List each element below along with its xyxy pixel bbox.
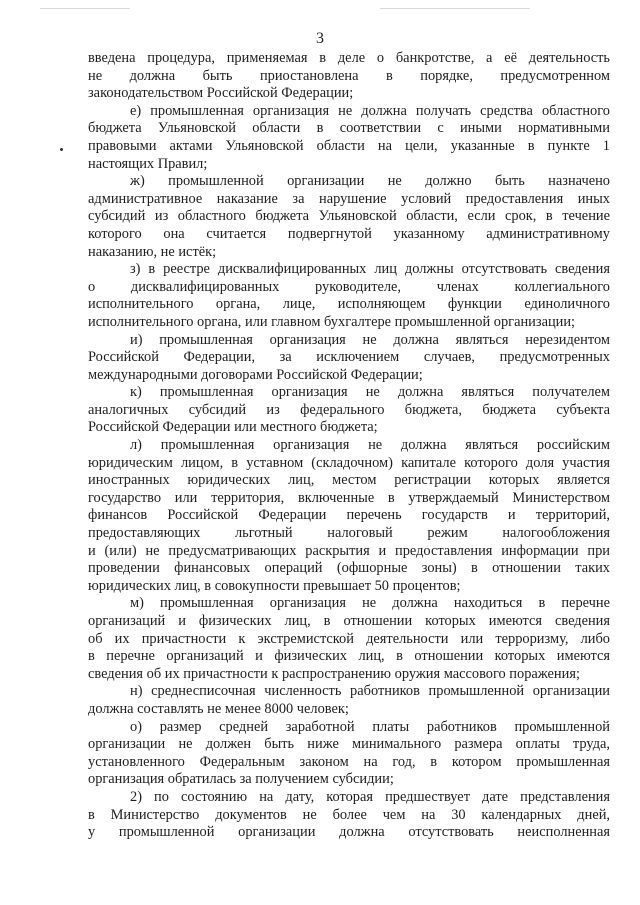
- text-line: в Министерство документов не более чем на 30 календарных дней,: [88, 806, 610, 823]
- text-line: у промышленной организации должна отсутствовать неисполненная: [88, 824, 610, 841]
- scan-speck: [60, 148, 63, 151]
- text-line: предоставляющих льготный налоговый режим налогообложения: [88, 525, 610, 542]
- text-line: н) среднесписочная численность работников промышленной организации: [130, 683, 610, 700]
- text-line: установленного Федеральным законом на год, в котором промышленная: [88, 753, 610, 770]
- text-line: административное наказание за нарушение условий предоставления иных: [88, 190, 610, 207]
- text-line: правовыми актами Ульяновской области на цели, указанные в пункте 1: [88, 137, 610, 154]
- text-line: м) промышленная организация не должна находиться в перечне: [130, 595, 610, 612]
- text-line: к) промышленная организация не должна являться получателем: [130, 384, 610, 401]
- text-line: финансов Российской Федерации перечень государств и территорий,: [88, 507, 610, 524]
- text-line: наказанию, не истёк;: [88, 243, 217, 260]
- text-line: не должна быть приостановлена в порядке, предусмотренном: [88, 67, 610, 84]
- text-line: и (или) не предусматривающих раскрытия и предоставления информации при: [88, 542, 610, 559]
- text-line: организации не должен быть ниже минимального размера оплаты труда,: [88, 736, 610, 753]
- text-line: юридических лиц, в совокупности превышает 50 процентов;: [88, 577, 461, 594]
- text-line: исполнительного органа, лице, исполняющем функции единоличного: [88, 296, 610, 313]
- text-line: о) размер средней заработной платы работников промышленной: [130, 718, 610, 735]
- scan-edge-mark-left: [40, 8, 130, 9]
- text-line: законодательством Российской Федерации;: [88, 85, 354, 102]
- text-line: должна составлять не менее 8000 человек;: [88, 700, 349, 717]
- text-line: которого она считается подвергнутой указанному административному: [88, 225, 610, 242]
- text-line: в перечне организаций и физических лиц, в отношении которых имеются: [88, 648, 610, 665]
- page-number: 3: [316, 30, 324, 47]
- text-line: з) в реестре дисквалифицированных лиц должны отсутствовать сведения: [130, 261, 610, 278]
- text-line: и) промышленная организация не должна являться нерезидентом: [130, 331, 610, 348]
- text-line: о дисквалифицированных руководителе, членах коллегиального: [88, 278, 610, 295]
- text-line: проведении финансовых операций (офшорные зоны) в отношении таких: [88, 560, 610, 577]
- text-line: бюджета Ульяновской области в соответствии с иными нормативными: [88, 120, 610, 137]
- text-line: л) промышленная организация не должна являться российским: [130, 437, 610, 454]
- scan-edge-mark-right: [380, 8, 530, 9]
- text-line: введена процедура, применяемая в деле о банкротстве, а её деятельность: [88, 50, 610, 66]
- document-body: [88, 50, 610, 842]
- text-line: ж) промышленной организации не должно быть назначено: [130, 173, 610, 190]
- text-line: исполнительного органа, или главном бухгалтере промышленной организации;: [88, 313, 576, 330]
- text-line: об их причастности к экстремистской деятельности или терроризму, либо: [88, 630, 610, 647]
- text-line: субсидий из областного бюджета Ульяновской области, если срок, в течение: [88, 208, 610, 225]
- text-line: настоящих Правил;: [88, 155, 208, 172]
- text-line: организация обратилась за получением субсидии;: [88, 771, 394, 788]
- text-line: 2) по состоянию на дату, которая предшествует дате представления: [130, 788, 610, 805]
- text-line: Российской Федерации или местного бюджета;: [88, 419, 378, 436]
- text-line: сведения об их причастности к распространению оружия массового поражения;: [88, 665, 580, 682]
- text-line: Российской Федерации, за исключением случаев, предусмотренных: [88, 349, 610, 366]
- text-line: е) промышленная организация не должна получать средства областного: [130, 102, 610, 119]
- text-line: аналогичных субсидий из федерального бюджета, бюджета субъекта: [88, 401, 610, 418]
- text-line: организаций и физических лиц, в отношении которых имеются сведения: [88, 613, 610, 629]
- text-line: международными договорами Российской Федерации;: [88, 366, 423, 383]
- text-line: юридическим лицом, в уставном (складочном) капитале которого доля участия: [88, 454, 610, 471]
- text-line: государство или территория, включенные в утверждаемый Министерством: [88, 489, 610, 506]
- text-line: иностранных юридических лиц, местом регистрации которых является: [88, 472, 610, 489]
